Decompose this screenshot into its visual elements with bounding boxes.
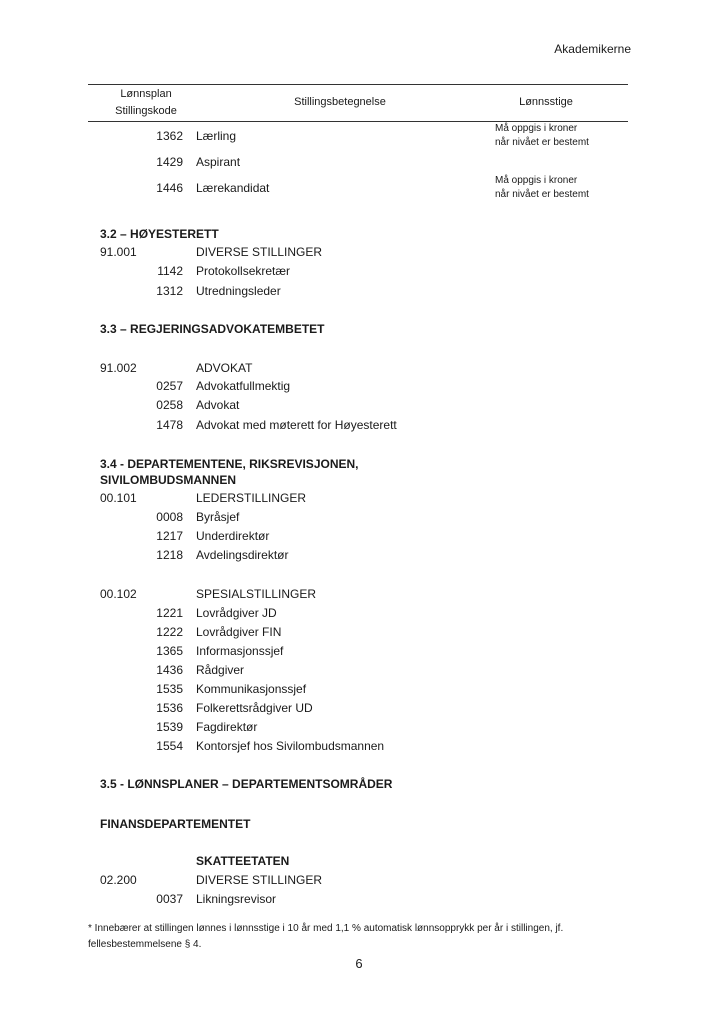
position-title: Lovrådgiver JD xyxy=(196,606,277,620)
footnote-line: * Innebærer at stillingen lønnes i lønnsstige i 10 år med 1,1 % automatisk lønnsopprykk per år i stillingen, jf. xyxy=(88,923,564,934)
position-title: Folkerettsrådgiver UD xyxy=(196,701,313,715)
position-title: Advokat xyxy=(196,398,240,412)
position-title: Byråsjef xyxy=(196,510,240,524)
salary-note: Må oppgis i kroner xyxy=(495,123,578,134)
group-title: DIVERSE STILLINGER xyxy=(196,245,323,259)
section-heading-3-2: 3.2 – HØYESTERETT xyxy=(100,227,219,241)
group-code: 00.101 xyxy=(100,491,137,505)
position-title: Aspirant xyxy=(196,155,241,169)
position-title: Advokatfullmektig xyxy=(196,379,291,393)
position-title: Utredningsleder xyxy=(196,284,281,298)
section-heading-3-5: 3.5 - LØNNSPLANER – DEPARTEMENTSOMRÅDER xyxy=(100,777,393,791)
position-title: Informasjonssjef xyxy=(196,644,284,658)
org-name: Akademikerne xyxy=(554,42,631,56)
position-title: Avdelingsdirektør xyxy=(196,548,289,562)
position-code: 1446 xyxy=(156,181,183,195)
group-code: 02.200 xyxy=(100,873,137,887)
position-title: Underdirektør xyxy=(196,529,270,543)
position-code: 1312 xyxy=(156,284,183,298)
position-code: 1554 xyxy=(156,739,183,753)
salary-note: når nivået er bestemt xyxy=(495,189,589,200)
col-header-stillingskode: Stillingskode xyxy=(115,105,177,117)
page-number: 6 xyxy=(355,956,363,971)
position-code: 1142 xyxy=(157,264,183,278)
position-title: Lovrådgiver FIN xyxy=(196,625,282,639)
group-code: 91.002 xyxy=(100,361,137,375)
footnote-line: fellesbestemmelsene § 4. xyxy=(88,939,202,950)
group-code: 91.001 xyxy=(100,245,137,259)
position-title: Fagdirektør xyxy=(196,720,258,734)
group-title: ADVOKAT xyxy=(196,361,253,375)
position-code: 1365 xyxy=(156,644,183,658)
position-title: Protokollsekretær xyxy=(196,264,291,278)
position-title: Rådgiver xyxy=(196,663,245,677)
position-code: 1222 xyxy=(156,625,183,639)
group-code: 00.102 xyxy=(100,587,137,601)
position-title: Kommunikasjonssjef xyxy=(196,682,307,696)
position-code: 1221 xyxy=(156,606,183,620)
position-code: 0258 xyxy=(156,398,183,412)
position-code: 1535 xyxy=(156,682,183,696)
col-header-stillingsbetegnelse: Stillingsbetegnelse xyxy=(294,96,386,108)
position-title: Likningsrevisor xyxy=(196,892,277,906)
position-code: 1218 xyxy=(156,548,183,562)
group-title: LEDERSTILLINGER xyxy=(196,491,307,505)
salary-note: Må oppgis i kroner xyxy=(495,175,578,186)
col-header-lonnsstige: Lønnsstige xyxy=(519,96,573,108)
section-heading-3-4-cont: SIVILOMBUDSMANNEN xyxy=(100,473,237,487)
agency-heading: SKATTEETATEN xyxy=(196,854,290,868)
position-code: 1429 xyxy=(156,155,183,169)
position-code: 1436 xyxy=(156,663,183,677)
position-title: Advokat med møterett for Høyesterett xyxy=(196,418,397,432)
position-code: 1478 xyxy=(156,418,183,432)
salary-note: når nivået er bestemt xyxy=(495,137,589,148)
group-title: SPESIALSTILLINGER xyxy=(196,587,317,601)
col-header-lonnsplan: Lønnsplan xyxy=(120,88,172,100)
position-code: 0037 xyxy=(156,892,183,906)
position-code: 1539 xyxy=(156,720,183,734)
position-title: Kontorsjef hos Sivilombudsmannen xyxy=(196,739,385,753)
position-title: Lærling xyxy=(196,129,237,143)
group-title: DIVERSE STILLINGER xyxy=(196,873,323,887)
position-title: Lærekandidat xyxy=(196,181,270,195)
ministry-heading: FINANSDEPARTEMENTET xyxy=(100,817,251,831)
position-code: 1217 xyxy=(156,529,183,543)
position-code: 1362 xyxy=(156,129,183,143)
table-top-rule xyxy=(88,84,628,85)
position-code: 0008 xyxy=(156,510,183,524)
position-code: 0257 xyxy=(156,379,183,393)
position-code: 1536 xyxy=(156,701,183,715)
section-heading-3-3: 3.3 – REGJERINGSADVOKATEMBETET xyxy=(100,322,325,336)
section-heading-3-4: 3.4 - DEPARTEMENTENE, RIKSREVISJONEN, xyxy=(100,457,359,471)
